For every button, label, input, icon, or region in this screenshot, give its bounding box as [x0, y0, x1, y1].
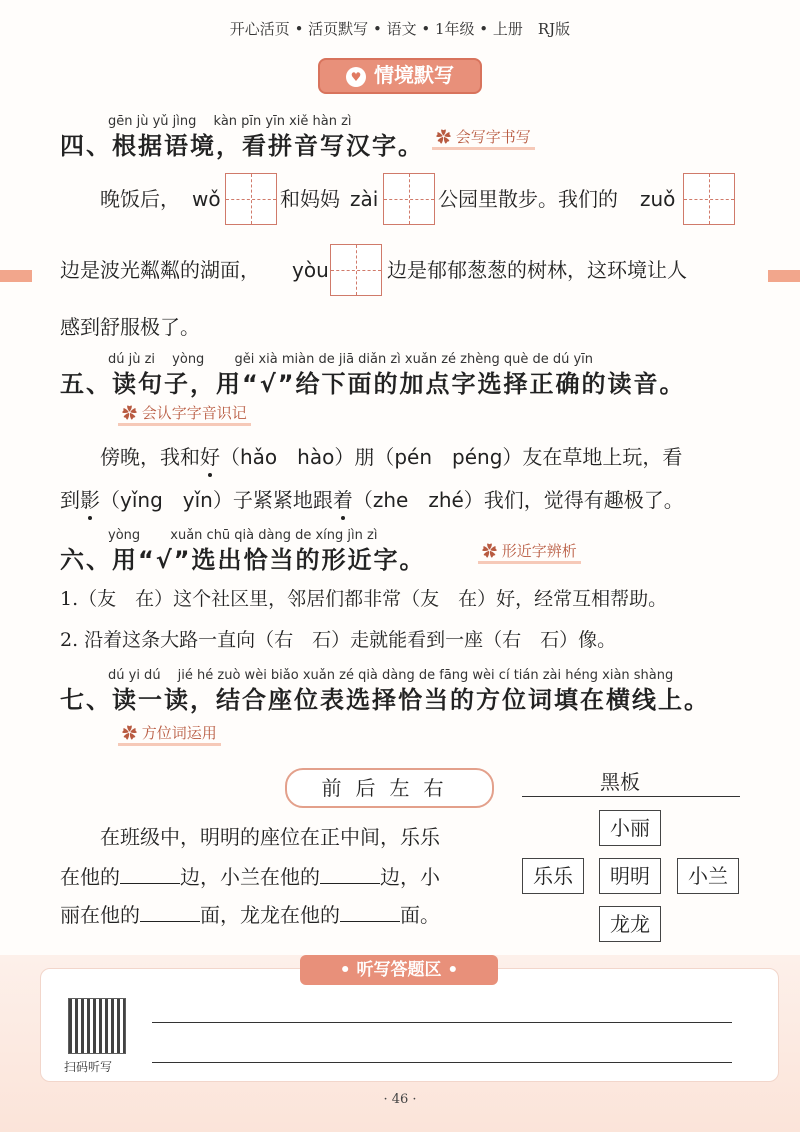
- q5-title: 五、读句子，用“√”给下面的加点字选择正确的读音。: [60, 370, 686, 398]
- section-banner: [318, 58, 482, 94]
- q6-pinyin: yòng xuǎn chū qià dàng de xíng jìn zì: [108, 528, 378, 543]
- answer-line-2[interactable]: [152, 1062, 732, 1063]
- q6-item-1[interactable]: 1.（友 在）这个社区里，邻居们都非常（友 在）好，经常互相帮助。: [60, 588, 668, 610]
- fill-blank-4[interactable]: [340, 901, 400, 922]
- dotted-char-hao: 好: [200, 445, 220, 469]
- q4-line1-b: 和妈妈: [280, 187, 340, 211]
- answer-box-zuo[interactable]: [683, 173, 735, 225]
- q4-line3: 感到舒服极了。: [60, 315, 200, 339]
- q7-title: 七、读一读，结合座位表选择恰当的方位词填在横线上。: [60, 686, 710, 714]
- answer-box-zai[interactable]: [383, 173, 435, 225]
- option-peng[interactable]: （pén péng）: [374, 445, 523, 469]
- q5-sentence-1: 傍晚，我和好（hǎo hào）朋（pén péng）友在草地上玩，看: [100, 445, 683, 469]
- heart-icon: ♥: [346, 67, 366, 87]
- answer-box-you[interactable]: [330, 244, 382, 296]
- seat-xiaoli: 小丽: [599, 810, 661, 846]
- q4-tag: ✿ 会写字书写: [432, 126, 535, 150]
- q6-tag: ✿ 形近字辨析: [478, 540, 581, 564]
- q7-pinyin: dú yi dú jié hé zuò wèi biǎo xuǎn zé qià dàng de fāng wèi cí tián zài héng xiàn shàng: [108, 668, 674, 683]
- option-ying[interactable]: （yǐng yǐn）: [100, 488, 233, 512]
- q7-paragraph-3: 丽在他的 面，龙龙在他的 面。: [60, 903, 440, 927]
- left-edge-tab: [0, 270, 32, 282]
- q5-pinyin: dú jù zi yòng gěi xià miàn de jiā diǎn zì xuǎn zé zhèng què de dú yīn: [108, 352, 594, 367]
- q7-tag: ✿ 方位词运用: [118, 722, 221, 746]
- listening-card: [40, 968, 779, 1082]
- page-number: · 46 ·: [383, 1092, 417, 1107]
- q4-pinyin: gēn jù yǔ jìng kàn pīn yīn xiě hàn zì: [108, 114, 352, 129]
- fill-blank-2[interactable]: [320, 863, 380, 884]
- seat-xiaolan: 小兰: [677, 858, 739, 894]
- q4-line1-a: 晚饭后，: [100, 187, 180, 211]
- q4-line1-c: 公园里散步。我们的: [438, 187, 618, 211]
- q6-item-2[interactable]: 2. 沿着这条大路一直向（右 石）走就能看到一座（右 石）像。: [60, 629, 617, 651]
- q6-title: 六、用“√”选出恰当的形近字。: [60, 546, 426, 574]
- q5-sentence-2: 到影（yǐng yǐn）子紧紧地跟着（zhe zhé）我们，觉得有趣极了。: [60, 488, 684, 512]
- seat-longlong: 龙龙: [599, 906, 661, 942]
- option-hao[interactable]: （hǎo hào）: [220, 445, 355, 469]
- q4-line2-a: 边是波光粼粼的湖面，: [60, 258, 260, 282]
- listening-banner: • 听写答题区 •: [300, 955, 498, 985]
- blackboard-line: [522, 796, 740, 797]
- q7-paragraph-1: 在班级中，明明的座位在正中间，乐乐: [100, 825, 440, 849]
- section-banner-title: 情境默写: [374, 63, 454, 87]
- seat-lele: 乐乐: [522, 858, 584, 894]
- dotted-char-ying: 影: [80, 488, 100, 512]
- q4-line2-b: 边是郁郁葱葱的树林，这环境让人: [387, 258, 687, 282]
- fill-blank-1[interactable]: [120, 863, 180, 884]
- q4-pinyin-zuo: zuǒ: [640, 187, 676, 211]
- q7-paragraph-2: 在他的 边，小兰在他的 边，小: [60, 865, 440, 889]
- qr-code-icon[interactable]: [68, 998, 126, 1054]
- q4-pinyin-you: yòu: [292, 258, 329, 282]
- option-zhe[interactable]: （zhe zhé）: [352, 488, 484, 512]
- answer-box-wo[interactable]: [225, 173, 277, 225]
- q5-tag: ✿ 会认字字音识记: [118, 402, 251, 426]
- fill-blank-3[interactable]: [140, 901, 200, 922]
- qr-label: 扫码听写: [64, 1060, 113, 1074]
- direction-word-options: 前后左右: [285, 768, 494, 808]
- right-edge-tab: [768, 270, 800, 282]
- dotted-char-zhe: 着: [332, 488, 353, 512]
- q4-pinyin-zai: zài: [350, 187, 379, 211]
- q4-title: 四、根据语境，看拼音写汉字。: [60, 132, 424, 160]
- seat-mingming: 明明: [599, 858, 661, 894]
- blackboard-label: 黑板: [600, 770, 640, 794]
- answer-line-1[interactable]: [152, 1022, 732, 1023]
- page-header: 开心活页 • 活页默写 • 语文 • 1年级 • 上册 RJ版: [229, 20, 571, 38]
- q4-pinyin-wo: wǒ: [192, 187, 221, 211]
